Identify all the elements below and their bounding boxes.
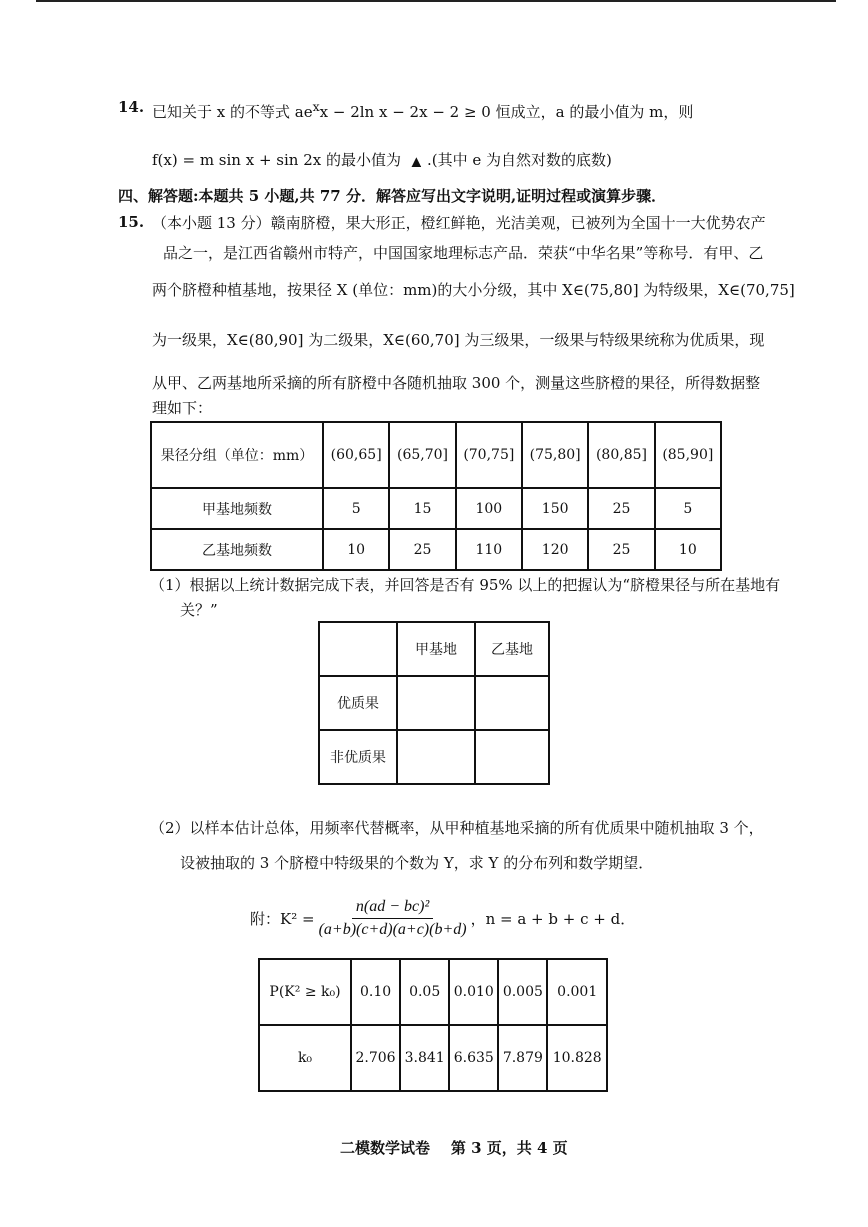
q14-number: 14.	[118, 98, 145, 116]
top-border-line	[36, 0, 836, 2]
formula-tail: ，n = a + b + c + d．	[470, 910, 636, 928]
table-cell: 甲基地频数	[151, 488, 323, 529]
table-cell: 110	[456, 529, 522, 570]
q15-line2: 品之一，是江西省赣州市特产，中国国家地理标志产品．荣获“中华名果”等称号．有甲、乙	[163, 244, 764, 262]
part2-line1: （2）以样本估计总体，用频率代替概率，从甲种植基地采摘的所有优质果中随机抽取 3 个，	[150, 819, 764, 837]
table-row-label: 优质果	[319, 676, 397, 730]
part1-line1: （1）根据以上统计数据完成下表，并回答是否有 95% 以上的把握认为“脐橙果径与所在基地有	[150, 576, 781, 594]
q15-line3: 两个脐橙种植基地，按果径 X (单位：mm)的大小分级，其中 X∈(75,80] 为特级果，X∈(70,75]	[152, 281, 795, 299]
q15-line6: 理如下：	[152, 399, 213, 417]
table-cell: 10	[323, 529, 389, 570]
formula-denominator: (a+b)(c+d)(a+c)(b+d)	[318, 921, 467, 938]
table-row	[151, 529, 721, 570]
table-cell: 乙基地频数	[151, 529, 323, 570]
table-cell: 25	[588, 488, 654, 529]
table-row	[259, 1025, 607, 1091]
empty-cell	[397, 676, 475, 730]
empty-cell	[397, 730, 475, 784]
table-row	[319, 730, 549, 784]
table-cell: 10	[655, 529, 721, 570]
q15-number: 15.	[118, 213, 145, 231]
table-cell: 100	[456, 488, 522, 529]
frequency-table-header	[151, 422, 721, 488]
table-header-cell: (65,70]	[389, 422, 455, 488]
empty-cell	[475, 676, 549, 730]
section-heading: 四、解答题:本题共 5 小题,共 77 分．解答应写出文字说明,证明过程或演算步骤．	[118, 187, 667, 205]
table-cell: 5	[655, 488, 721, 529]
q15-line1: （本小题 13 分）赣南脐橙，果大形正，橙红鲜艳，光洁美观，已被列为全国十一大优势农产	[152, 214, 766, 232]
table-cell: 120	[522, 529, 588, 570]
table-cell: 7.879	[498, 1025, 547, 1091]
table-header-cell: (75,80]	[522, 422, 588, 488]
page-footer: 二模数学试卷 第 3 页，共 4 页	[340, 1139, 568, 1157]
table-cell: 2.706	[351, 1025, 400, 1091]
appendix-formula	[250, 898, 635, 939]
table-header-cell: (60,65]	[323, 422, 389, 488]
table-header-cell: 甲基地	[397, 622, 475, 676]
formula-numerator: n(ad − bc)²	[352, 898, 433, 919]
table-cell: 10.828	[547, 1025, 607, 1091]
q14-line2-text: f(x) = m sin x + sin 2x 的最小值为	[152, 151, 401, 169]
q14-line2	[152, 150, 612, 171]
table-cell: 0.10	[351, 959, 400, 1025]
q14-line1	[152, 97, 693, 122]
appendix-label: 附：K² =	[250, 910, 315, 928]
table-header-cell: 乙基地	[475, 622, 549, 676]
table-row-label: 非优质果	[319, 730, 397, 784]
table-cell: 0.05	[400, 959, 449, 1025]
table-header-cell: 果径分组（单位：mm）	[151, 422, 323, 488]
table-row	[319, 676, 549, 730]
contingency-header	[319, 622, 549, 676]
critical-value-table	[258, 958, 608, 1092]
table-cell: 0.010	[449, 959, 498, 1025]
table-header-cell: (85,90]	[655, 422, 721, 488]
table-cell: 0.005	[498, 959, 547, 1025]
table-header-cell: (70,75]	[456, 422, 522, 488]
table-cell: 3.841	[400, 1025, 449, 1091]
frequency-table	[150, 421, 722, 571]
table-cell: 150	[522, 488, 588, 529]
table-row-label: P(K² ≥ k₀)	[259, 959, 351, 1025]
table-cell: 5	[323, 488, 389, 529]
table-cell: 6.635	[449, 1025, 498, 1091]
part2-line2: 设被抽取的 3 个脐橙中特级果的个数为 Y，求 Y 的分布列和数学期望．	[180, 854, 654, 872]
empty-cell	[475, 730, 549, 784]
formula-fraction	[315, 898, 471, 939]
table-header-cell	[319, 622, 397, 676]
table-row-label: k₀	[259, 1025, 351, 1091]
table-row	[151, 488, 721, 529]
table-cell: 0.001	[547, 959, 607, 1025]
q14-line2-note: .(其中 e 为自然对数的底数)	[427, 151, 612, 169]
table-cell: 25	[588, 529, 654, 570]
table-row	[259, 959, 607, 1025]
table-cell: 15	[389, 488, 455, 529]
q14-line1-text: 已知关于 x 的不等式 $ae^xx - 2\ln$ x − 2x − 2 ≥ 0 恒成立，a 的最小值为 m，则	[152, 99, 694, 121]
part1-line2: 关？”	[180, 601, 218, 619]
q15-line4: 为一级果，X∈(80,90] 为二级果，X∈(60,70] 为三级果，一级果与特级果统称为优质果，现	[152, 331, 765, 349]
contingency-table	[318, 621, 550, 785]
q15-line5: 从甲、乙两基地所采摘的所有脐橙中各随机抽取 300 个，测量这些脐橙的果径，所得数据整	[152, 374, 761, 392]
table-cell: 25	[389, 529, 455, 570]
table-header-cell: (80,85]	[588, 422, 654, 488]
answer-blank: ▲	[411, 154, 422, 168]
